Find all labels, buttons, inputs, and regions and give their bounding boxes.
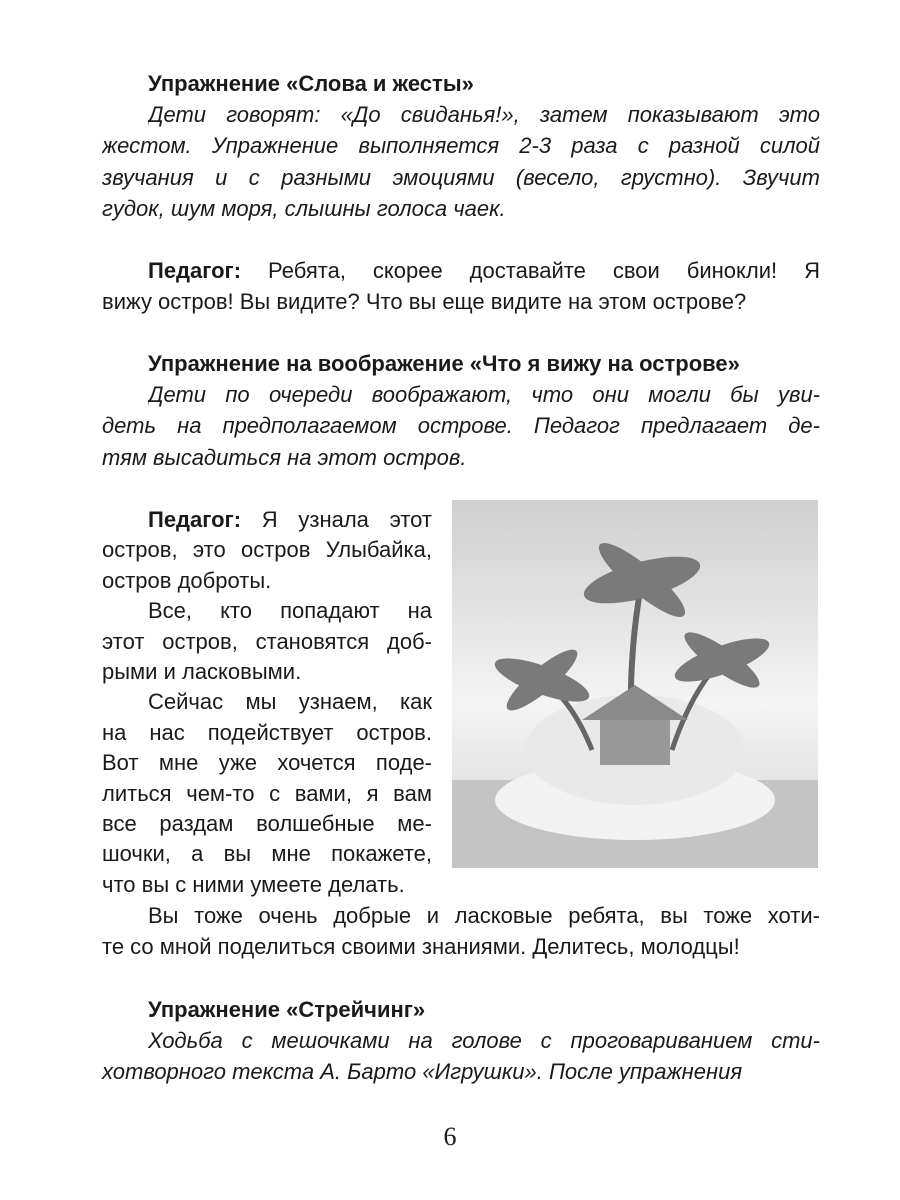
island-illustration <box>452 500 818 868</box>
text-line: Сейчас мы узнаем, как <box>148 689 432 714</box>
text-line: Вот мне уже хочется поде- <box>102 750 432 775</box>
speaker-label: Педагог: <box>148 507 242 532</box>
speech-text: Ребята, скорее доставайте свои бинокли! Я <box>241 258 820 283</box>
text-line <box>148 256 820 286</box>
speech-text: Я узнала этот <box>241 507 432 532</box>
text-line: на нас подействует остров. <box>102 720 432 745</box>
text-line: деть на предполагаемом острове. Педагог предлагает де- <box>102 413 820 438</box>
text-line: звучания и с разными эмоциями (весело, грустно). Звучит <box>102 165 820 190</box>
text-line: остров доброты. <box>102 568 272 593</box>
text-line <box>148 505 432 535</box>
text-line: тям высадиться на этот остров. <box>102 445 467 470</box>
text-line: Вы тоже очень добрые и ласковые ребята, вы тоже хоти- <box>148 903 820 928</box>
text-line: гудок, шум моря, слышны голоса чаек. <box>102 196 506 221</box>
section-heading: Упражнение «Слова и жесты» <box>148 71 474 96</box>
speaker-label: Педагог: <box>148 258 242 283</box>
section-heading: Упражнение «Стрейчинг» <box>148 997 426 1022</box>
text-line: шочки, а вы мне покажете, <box>102 841 432 866</box>
text-line: хотворного текста А. Барто «Игрушки». После упражнения <box>102 1059 743 1084</box>
text-line: Все, кто попадают на <box>148 598 432 623</box>
palm-island-image <box>452 500 818 868</box>
page-number: 6 <box>443 1122 457 1151</box>
text-line: жестом. Упражнение выполняется 2-3 раза с разной силой <box>102 133 820 158</box>
text-line: остров, это остров Улыбайка, <box>102 537 432 562</box>
text-line: этот остров, становятся доб- <box>102 629 432 654</box>
section-heading: Упражнение на воображение «Что я вижу на острове» <box>148 351 740 376</box>
text-line: все раздам волшебные ме- <box>102 811 432 836</box>
text-line: Ходьба с мешочками на голове с проговариванием сти- <box>148 1028 820 1053</box>
text-line: вижу остров! Вы видите? Что вы еще видите на этом острове? <box>102 289 747 314</box>
text-line: Дети говорят: «До свиданья!», затем показывают это <box>148 102 820 127</box>
text-line: те со мной поделиться своими знаниями. Делитесь, молодцы! <box>102 934 740 959</box>
text-line: литься чем-то с вами, я вам <box>102 781 432 806</box>
text-line: рыми и ласковыми. <box>102 659 302 684</box>
text-line: Дети по очереди воображают, что они могли бы уви- <box>148 382 820 407</box>
text-line: что вы с ними умеете делать. <box>102 872 405 897</box>
